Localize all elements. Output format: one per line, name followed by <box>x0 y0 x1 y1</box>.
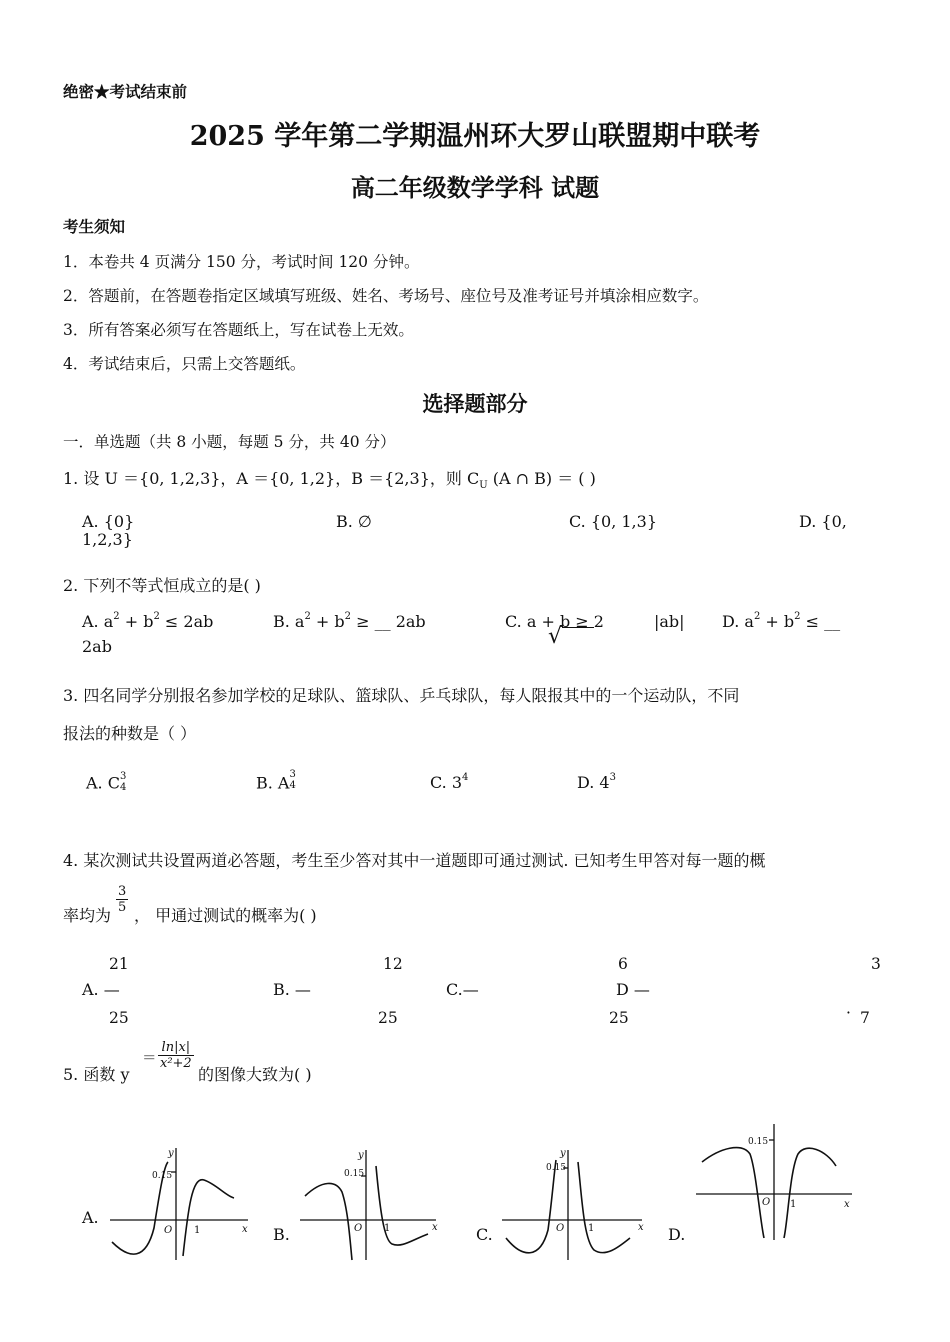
graph-c-x-label: x <box>638 1222 644 1233</box>
question-4-stem-line1: 4. 某次测试共设置两道必答题，考生至少答对其中一道题即可通过测试. 已知考生甲答对每一题的概 <box>63 851 766 870</box>
q4d-num: 3 <box>871 955 881 973</box>
q2d-part2: + b <box>760 612 795 631</box>
q2a-sup1: 2 <box>113 611 120 622</box>
confidential-mark: 绝密★考试结束前 <box>63 82 188 101</box>
q2a-sup2: 2 <box>153 611 160 622</box>
q4-stem-line2-pre: 率均为 <box>63 906 112 925</box>
q5-stem-post: 的图像大致为( ) <box>198 1065 312 1084</box>
question-3-stem-line1: 3. 四名同学分别报名参加学校的足球队、篮球队、乒乓球队，每人限报其中的一个运动队，不同 <box>63 686 740 705</box>
graph-b-left-curve <box>305 1183 352 1260</box>
q4-option-d: D — <box>616 980 650 999</box>
q4b-den: 25 <box>378 1009 398 1027</box>
q3-option-a <box>86 773 126 795</box>
q2-option-a <box>82 612 213 631</box>
notice-item-1: 1．本卷共 4 页满分 150 分，考试时间 120 分钟。 <box>63 253 420 271</box>
q4c-den: 25 <box>609 1009 629 1027</box>
q1-option-d-cont: 1,2,3} <box>82 530 133 549</box>
q5-graphs <box>0 1110 950 1280</box>
q2b-sup2: 2 <box>344 611 352 622</box>
graph-c-left-curve <box>506 1160 556 1253</box>
q2d-sup1: 2 <box>753 611 761 622</box>
graph-c-right-curve <box>578 1162 630 1253</box>
graph-d-origin: O <box>762 1197 771 1208</box>
graph-c <box>502 1150 642 1260</box>
q4-option-b: B. — <box>273 980 311 999</box>
q2d-part1: D. a <box>722 612 754 631</box>
question-2-stem: 2. 下列不等式恒成立的是( ) <box>63 576 261 595</box>
q5-option-a-label: A. <box>82 1208 99 1227</box>
graph-a-x-label: x <box>242 1224 248 1235</box>
q4-option-c: C.— <box>446 980 479 999</box>
q5-option-d-label: D. <box>668 1225 686 1244</box>
q1-stem-sub: U <box>479 480 488 491</box>
q2-option-d-cont: 2ab <box>82 637 112 656</box>
q3-option-c <box>430 773 468 792</box>
q3a-sup: 3 <box>119 771 127 782</box>
q4a-den: 25 <box>109 1009 129 1027</box>
graph-a-y-label: y <box>168 1148 174 1159</box>
graph-a-origin: O <box>164 1225 173 1236</box>
q2a-part2: + b <box>119 612 154 631</box>
q2b-part2: + b <box>310 612 345 631</box>
q5-option-b-label: B. <box>273 1225 290 1244</box>
q2a-part3: ≤ 2ab <box>159 612 214 631</box>
graph-b-origin: O <box>354 1223 363 1234</box>
graph-d-tick-label: 0.15 <box>748 1137 769 1147</box>
q4a-num: 21 <box>109 955 129 973</box>
q2b-part3: ≥ __ 2ab <box>351 612 426 631</box>
q2d-sup2: 2 <box>794 611 801 622</box>
q2b-sup1: 2 <box>304 611 311 622</box>
q4-fraction <box>116 884 128 915</box>
q5-equals: ＝ <box>142 1051 157 1067</box>
q1-option-d: D. {0, <box>799 512 847 531</box>
graph-d-one: 1 <box>790 1199 797 1210</box>
question-1-stem <box>63 466 596 489</box>
q1-option-a: A. {0} <box>82 512 135 531</box>
q2-option-d <box>722 612 840 631</box>
q1-option-c: C. {0, 1,3} <box>569 512 657 531</box>
q4d-den: 7 <box>860 1009 870 1027</box>
graph-c-tick-label: 0.15 <box>546 1163 567 1173</box>
notice-item-2: 2．答题前，在答题卷指定区域填写班级、姓名、考场号、座位号及准考证号并填涂相应数字。 <box>63 287 709 305</box>
notice-item-3: 3．所有答案必须写在答题纸上，写在试卷上无效。 <box>63 321 414 339</box>
q3b-sub: 4 <box>289 780 296 791</box>
part1-heading: 一．单选题（共 8 小题，每题 5 分，共 40 分） <box>63 433 396 451</box>
graph-b-one: 1 <box>384 1223 391 1234</box>
graph-b-y-label: y <box>358 1150 364 1161</box>
q4-frac-num: 3 <box>118 884 127 899</box>
graph-a-tick-label: 0.15 <box>152 1171 173 1181</box>
question-3-stem-line2: 报法的种数是（ ） <box>63 724 197 743</box>
graph-d-x-label: x <box>844 1199 850 1210</box>
q1-option-b: B. ∅ <box>336 512 372 531</box>
q5-frac-den: x²+2 <box>160 1056 192 1071</box>
graph-b-x-label: x <box>432 1222 438 1233</box>
q5-frac-num: ln|x| <box>158 1040 194 1056</box>
q2-option-b <box>273 612 426 631</box>
q2b-part1: B. a <box>273 612 305 631</box>
q3c-base: C. 3 <box>430 773 463 792</box>
q1-stem-tail: (A ∩ B) ＝ ( ) <box>487 469 596 488</box>
q3b-base: B. A <box>256 773 290 793</box>
graph-d-left-curve <box>702 1148 764 1238</box>
notice-item-4: 4．考试结束后，只需上交答题纸。 <box>63 355 306 373</box>
graph-a-one: 1 <box>194 1225 201 1236</box>
q3-option-d <box>577 773 616 792</box>
exam-title: 2025 学年第二学期温州环大罗山联盟期中联考 <box>189 121 761 152</box>
graph-d <box>696 1124 852 1240</box>
q4-frac-den: 5 <box>118 900 127 915</box>
q4-option-a: A. — <box>82 980 120 999</box>
section-title: 选择题部分 <box>422 391 528 416</box>
q5-option-c-label: C. <box>476 1225 493 1244</box>
q3a-sub: 4 <box>119 782 127 793</box>
graph-b <box>300 1150 436 1260</box>
exam-subtitle: 高二年级数学学科 试题 <box>350 173 600 202</box>
graph-a <box>110 1148 248 1260</box>
notice-heading: 考生须知 <box>63 217 126 236</box>
q3a-base: A. C <box>86 773 120 793</box>
graph-d-right-curve <box>784 1148 836 1238</box>
graph-b-tick-label: 0.15 <box>344 1169 365 1179</box>
q4-stem-line2-post: ， 甲通过测试的概率为( ) <box>134 906 317 925</box>
q4c-num: 6 <box>618 955 628 973</box>
graph-c-one: 1 <box>588 1223 595 1234</box>
q3b-sup: 3 <box>289 769 296 780</box>
sqrt-bar <box>562 627 594 628</box>
q1-stem-text: 1. 设 U ＝{0, 1,2,3}，A ＝{0, 1,2}，B ＝{2,3}，则 C <box>63 469 480 488</box>
q4d-dot: · <box>846 1004 851 1022</box>
q2a-part1: A. a <box>82 612 114 631</box>
graph-a-right-curve <box>183 1180 234 1256</box>
q3-option-b <box>256 769 296 795</box>
q2-option-c-abs: |ab| <box>654 612 685 631</box>
sqrt-symbol: √ <box>548 624 563 649</box>
graph-c-origin: O <box>556 1223 565 1234</box>
q3d-sup: 3 <box>609 772 616 783</box>
q4b-num: 12 <box>383 955 403 973</box>
q5-stem-pre: 5. 函数 y <box>63 1065 130 1084</box>
q2d-part3: ≤ __ <box>800 612 841 631</box>
graph-c-y-label: y <box>560 1148 566 1159</box>
q3d-base: D. 4 <box>577 773 610 792</box>
q2-option-c: C. a + b ≥ 2 <box>505 612 604 631</box>
q3c-sup: 4 <box>462 772 469 783</box>
q5-fraction <box>158 1040 194 1071</box>
